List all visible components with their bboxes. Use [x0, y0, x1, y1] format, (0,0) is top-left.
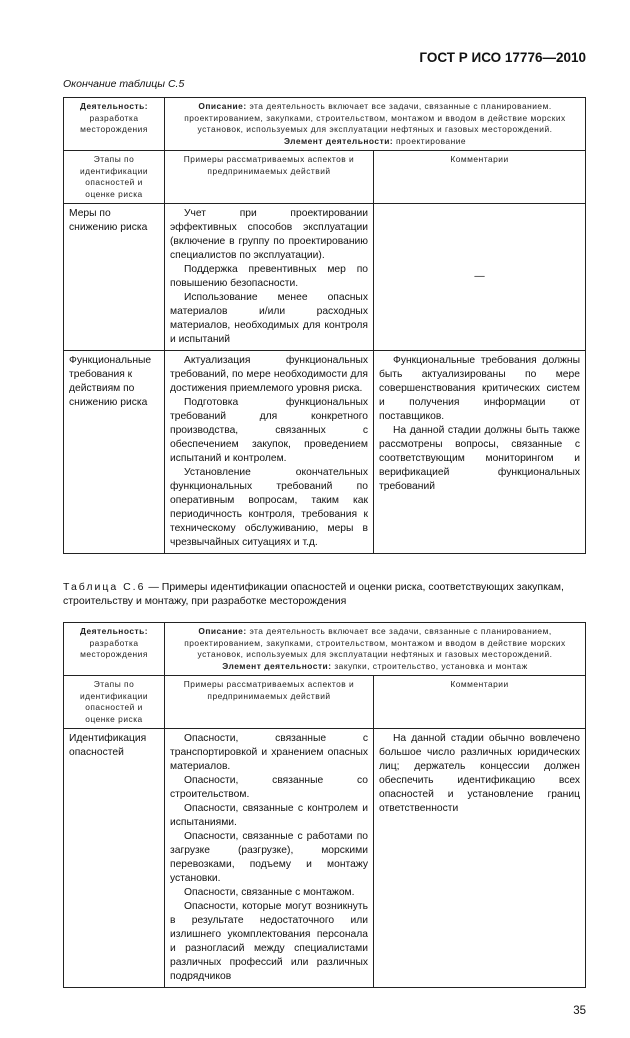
activity-value: разработка месторождения	[80, 637, 148, 659]
example-paragraph: Опасности, связанные с монтажом.	[184, 887, 355, 898]
element-label: Элемент деятельности:	[283, 135, 394, 146]
example-paragraph: Подготовка функциональных требований для конкретного производства, связанных с обеспечением закупок, проведением испытаний и контролем.	[170, 397, 368, 464]
description-label: Описание:	[198, 626, 247, 636]
example-paragraph: Опасности, которые могут возникнуть в результате недостаточного или излишнего укомплектования персонала и разногласий между специалистами различных профессий или различных подрядчиков	[170, 901, 368, 982]
examples-cell	[165, 351, 374, 554]
stage-cell: Идентификация опасностей	[64, 729, 165, 988]
example-paragraph: Актуализация функциональных требований, по мере необходимости для достижения приемлемого уровня риска.	[170, 355, 368, 394]
description-text: эта деятельность включает все задачи, связанные с планированием, проектированием, закупками, строительством, монтажом и вводом в действие морских установок, используемых для эксплуатации нефтяных и газовых месторождений.	[184, 626, 566, 659]
comments-cell: —	[374, 204, 586, 351]
comment-paragraph: На данной стадии должны быть также рассмотрены вопросы, связанные с соответствующим мониторингом и верификацией функциональных требований	[379, 425, 580, 492]
examples-cell	[165, 204, 374, 351]
example-paragraph: Учет при проектировании эффективных способов эксплуатации (включение в группу по проектированию специалистов по эксплуатации).	[170, 208, 368, 261]
standard-number: ГОСТ Р ИСО 17776—2010	[419, 50, 586, 65]
activity-cell	[64, 98, 165, 151]
comment-paragraph: Функциональные требования должны быть актуализированы по мере совершенствования критических систем и получения информации от поставщиков.	[379, 355, 580, 422]
description-cell	[165, 623, 586, 676]
column-header: Комментарии	[374, 676, 586, 729]
table-row	[64, 351, 586, 554]
element-label: Элемент деятельности:	[222, 660, 332, 671]
element-value: закупки, строительство, установка и монтаж	[334, 660, 528, 671]
column-header: Этапы по идентификации опасностей и оценке риска	[64, 676, 165, 729]
example-paragraph: Опасности, связанные с транспортировкой и хранением опасных материалов.	[170, 733, 368, 772]
description-text: эта деятельность включает все задачи, связанные с планированием. проектированием, закупками, строительством, монтажом и вводом в действие морских установок, используемых для эксплуатации нефтяных и газовых месторождений.	[184, 101, 566, 134]
table-c6	[63, 622, 586, 988]
comments-cell	[374, 729, 586, 988]
element-value: проектирование	[395, 135, 467, 146]
column-header: Примеры рассматриваемых аспектов и предпринимаемых действий	[165, 676, 374, 729]
activity-value: разработка месторождения	[80, 112, 148, 134]
example-paragraph: Использование менее опасных материалов и/или расходных материалов, необходимых для контроля и испытаний	[170, 292, 368, 345]
example-paragraph: Установление окончательных функциональных требований по оперативным вопросам, таким как периодичность контроля, требования к техническому обслуживанию, меры в чрезвычайных ситуациях и т.д.	[170, 467, 368, 548]
caption-text: — Примеры идентификации опасностей и оценки риска, соответствующих закупкам, строительству и монтажу, при разработке месторождения	[63, 581, 564, 607]
example-paragraph: Опасности, связанные с работами по загрузке (разгрузке), морскими перевозками, подъему и монтажу установки.	[170, 831, 368, 884]
table-row	[64, 729, 586, 988]
examples-cell	[165, 729, 374, 988]
comment-paragraph: На данной стадии обычно вовлечено большое число различных юридических лиц; держатель концессии должен обеспечить идентификацию всех опасностей и установление границ ответственности	[379, 733, 580, 814]
comments-cell	[374, 351, 586, 554]
example-paragraph: Опасности, связанные со строительством.	[170, 775, 368, 800]
page-number: 35	[573, 1005, 586, 1017]
stage-cell: Функциональные требования к действиям по снижению риска	[64, 351, 165, 554]
column-header: Этапы по идентификации опасностей и оценке риска	[64, 151, 165, 204]
description-cell	[165, 98, 586, 151]
caption-prefix: Таблица С.6	[63, 581, 146, 593]
activity-label: Деятельность:	[79, 101, 149, 111]
activity-cell	[64, 623, 165, 676]
column-header: Комментарии	[374, 151, 586, 204]
table-c5	[63, 97, 586, 554]
example-paragraph: Поддержка превентивных мер по повышению безопасности.	[170, 264, 368, 289]
table-continuation-caption: Окончание таблицы С.5	[63, 78, 185, 90]
table-row	[64, 204, 586, 351]
example-paragraph: Опасности, связанные с контролем и испытаниями.	[170, 803, 368, 828]
stage-cell: Меры по снижению риска	[64, 204, 165, 351]
activity-label: Деятельность:	[79, 626, 149, 636]
table-c6-caption	[63, 580, 586, 608]
description-label: Описание:	[198, 101, 247, 111]
column-header: Примеры рассматриваемых аспектов и предпринимаемых действий	[165, 151, 374, 204]
